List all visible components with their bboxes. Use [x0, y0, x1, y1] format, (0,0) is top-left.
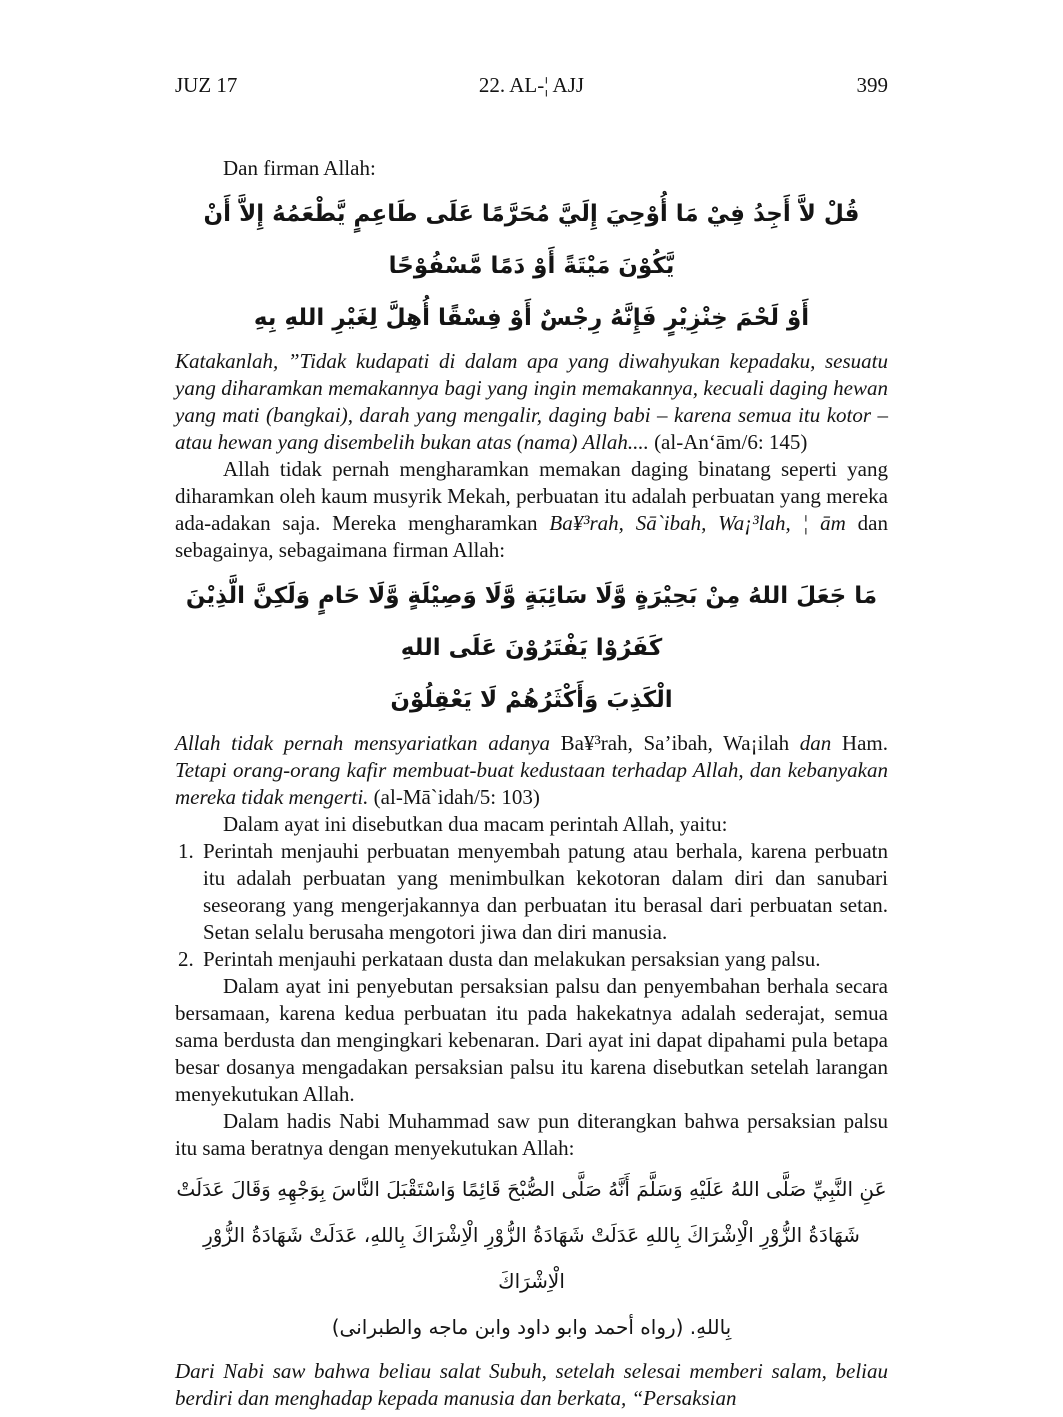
translation-text: Allah tidak pernah mensyariatkan adanya — [175, 731, 561, 755]
paragraph-text: dan sebagainya, sebagaimana firman Allah: — [175, 511, 889, 562]
hadith-arabic-text — [175, 1166, 888, 1350]
numbered-list — [175, 838, 888, 973]
arabic-hadith-line: شَهَادَةُ الزُّوْرِ الْاِشْرَاكَ بِاللهِ عَدَلَتْ شَهَادَةُ الزُّوْرِ الْاِشْرَاكَ بِاللهِ، عَدَلَتْ شَهَادَةُ الزُّوْرِ الْاِشْرَاكَ — [203, 1223, 860, 1293]
transliterated-terms: Ba¥³rah, Sā`ibah, Wa¡³lah, ¦ ām — [549, 511, 846, 535]
commentary-paragraph — [175, 456, 888, 564]
surah-title: 22. AL-¦ AJJ — [478, 73, 585, 97]
commentary-paragraph: Dalam ayat ini penyebutan persaksian palsu dan penyembahan berhala secara bersamaan, karena kedua perbuatan itu pada hakekatnya adalah sederajat, semua sama berdusta dan mengingkari kebenaran. Dari ayat ini dapat dipahami pula betapa besar dosanya mengadakan persaksian palsu itu karena disebutkan setelah larangan menyekutukan Allah. — [175, 974, 888, 1106]
translation-maidah-103 — [175, 730, 888, 811]
translation-anam-145 — [175, 348, 888, 456]
list-item-text: Perintah menjauhi perkataan dusta dan melakukan persaksian yang palsu. — [203, 947, 821, 971]
transliterated-terms: Ham. — [831, 731, 888, 755]
hadith-translation: Dari Nabi saw bahwa beliau salat Subuh, setelah selesai memberi salam, beliau berdiri dan menghadap kepada manusia dan berkata, “Persaksian — [175, 1359, 888, 1410]
commentary-paragraph: Dalam hadis Nabi Muhammad saw pun diterangkan bahwa persaksian palsu itu sama beratnya dengan menyekutukan Allah: — [175, 1109, 888, 1160]
hadith-source-line: بِاللهِ. (رواه أحمد وابو داود وابن ماجه والطبرانى) — [331, 1315, 732, 1339]
list-item — [175, 838, 888, 946]
juz-label: JUZ 17 — [175, 73, 238, 97]
verse-reference: (al-Mā`idah/5: 103) — [373, 785, 540, 809]
transliterated-terms: Ba¥³rah, Sa’ibah, Wa¡ilah — [560, 731, 800, 755]
commentary-paragraph: Dalam ayat ini disebutkan dua macam perintah Allah, yaitu: — [223, 812, 728, 836]
list-item-number: 2. — [178, 947, 194, 971]
paragraph-text: Allah tidak pernah mengharamkan memakan daging binatang seperti yang diharamkan oleh kaum musyrik Mekah, perbuatan itu adalah perbuatan yang mereka ada-adakan saja. Mereka mengharamkan — [175, 457, 888, 535]
intro-line: Dan firman Allah: — [223, 156, 376, 180]
quran-verse-maidah-103 — [175, 570, 888, 726]
list-item-text: Perintah menjauhi perbuatan menyembah patung atau berhala, karena perbuatn itu adalah perbuatan yang menimbulkan kekotoran dalam diri dan sanubari seseorang yang mengerjakannya dan perbuatan itu berasal dari perbuatan setan. Setan selalu berusaha mengotori jiwa dan diri manusia. — [203, 839, 888, 944]
page-number: 399 — [856, 73, 888, 97]
page-header — [175, 72, 888, 99]
arabic-verse-line: مَا جَعَلَ اللهُ مِنْ بَحِيْرَةٍ وَّلَا سَائِبَةٍ وَّلَا وَصِيْلَةٍ وَّلَا حَامٍ وَلَكِنَّ الَّذِيْنَ كَفَرُوْا يَفْتَرُوْنَ عَلَى اللهِ — [185, 583, 878, 661]
list-item-number: 1. — [178, 839, 194, 863]
arabic-verse-line: أَوْ لَحْمَ خِنْزِيْرٍ فَإِنَّهُ رِجْسٌ أَوْ فِسْقًا أُهِلَّ لِغَيْرِ اللهِ بِهِ — [253, 305, 810, 331]
list-item — [175, 946, 888, 973]
arabic-hadith-line: عَنِ النَّبِيِّ صَلَّى اللهُ عَلَيْهِ وَسَلَّمَ أَنَّهُ صَلَّى الصُّبْحَ قَائِمًا وَاسْتَقْبَلَ النَّاسَ بِوَجْهِهِ وَقَالَ عَدَلَتْ — [176, 1177, 887, 1201]
translation-text: Tetapi orang-orang kafir membuat-buat kedustaan terhadap Allah, dan kebanyakan mereka tidak mengerti. — [175, 758, 888, 809]
translation-text: dan — [799, 731, 832, 755]
arabic-verse-line: قُلْ لاَّ أَجِدُ فِيْ مَا أُوْحِيَ إِلَيَّ مُحَرَّمًا عَلَى طَاعِمٍ يَّطْعَمُهُ إِلاَّ أَنْ يَّكُوْنَ مَيْتَةً أَوْ دَمًا مَّسْفُوْحًا — [203, 201, 860, 279]
arabic-verse-line: الْكَذِبَ وَأَكْثَرُهُمْ لَا يَعْقِلُوْنَ — [390, 687, 673, 713]
translation-text: Katakanlah, ”Tidak kudapati di dalam apa yang diwahyukan kepadaku, sesuatu yang diharamkan memakannya bagi yang ingin memakannya, kecuali daging hewan yang mati (bangkai), darah yang mengalir, daging babi – karena semua itu kotor – atau hewan yang disembelih bukan atas (nama) Allah.... — [175, 349, 888, 454]
quran-verse-anam-145 — [175, 188, 888, 344]
verse-reference: (al-An‘ām/6: 145) — [654, 430, 808, 454]
